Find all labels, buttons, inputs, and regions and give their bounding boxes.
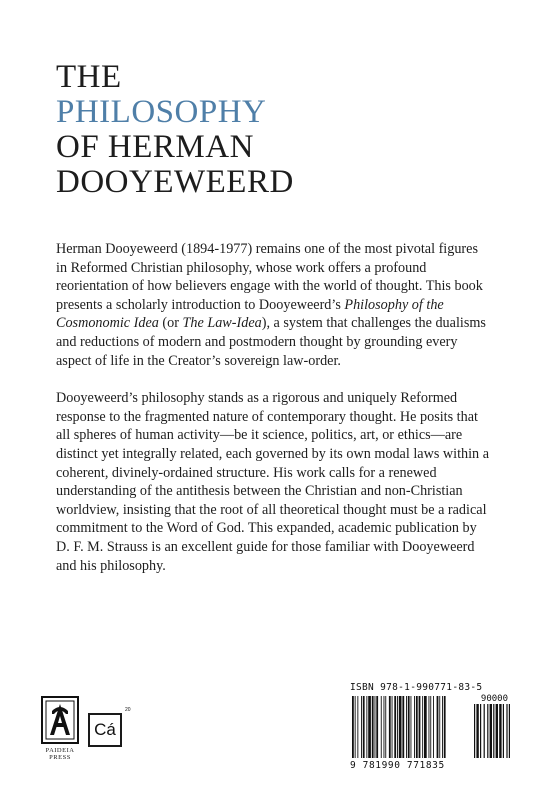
barcode-bar (416, 696, 418, 758)
title-line-1: THE (56, 59, 122, 95)
paideia-label-line-1: PAIDEIA (45, 747, 75, 754)
p1-italic-title: Philosophy of the Cosmonomic Idea (56, 296, 444, 332)
barcode-bar (424, 696, 427, 758)
paideia-label-line-2: PRESS (49, 754, 71, 761)
barcode-bar (419, 696, 421, 758)
barcode-bar (381, 696, 382, 758)
title-line-4: DOOYEWEERD (56, 164, 294, 200)
paideia-press-label (36, 747, 84, 761)
p1-italic-alt-title: The Law-Idea (182, 315, 262, 332)
barcode-bar (363, 696, 365, 758)
p1-text-a: Herman Dooyeweerd (1894-1977) remains one of the most pivotal figures in Reformed Christian philosophy, whose work offers a profound reorientation of how believers engage with the world of thought. This book presents a scholarly introduction to Dooyeweerd’s (56, 241, 483, 313)
barcode-addon-bar (476, 704, 478, 758)
description-paragraph-1 (56, 240, 492, 370)
p1-text-c: ), a system that challenges the dualisms and reductions of modern and postmodern thought by grounding every aspect of life in the Creator’s sovereign law-order. (56, 315, 486, 369)
p1-text-b: (or (158, 315, 183, 332)
barcode-addon-bar (480, 704, 481, 758)
description-paragraph-2: Dooyeweerd’s philosophy stands as a rigorous and uniquely Reformed response to the fragmented nature of contemporary thought. He posits that all spheres of human activity—be it science, politics, art, or ethics—are distinct yet integrally related, each governed by its own modal laws within a coherent, divinely-ordained structure. His work calls for a renewed understanding of the antithesis between the Christian and non-Christian worldview, insisting that the root of all theoretical thought must be a radical commitment to the Word of God. This expanded, academic publication by D. F. M. Strauss is an excellent guide for those familiar with Dooyeweerd and his philosophy. (56, 390, 489, 574)
barcode-addon-bar (484, 704, 485, 758)
isbn-barcode (350, 682, 510, 774)
barcode-bar (355, 696, 356, 758)
barcode-addon-bar (499, 704, 501, 758)
barcode-bar (385, 696, 386, 758)
barcode-addon-bar (474, 704, 475, 758)
barcode-bar (429, 696, 430, 758)
barcode-bar (376, 696, 378, 758)
barcode-bar (406, 696, 407, 758)
barcode-bars (350, 696, 510, 760)
barcode-bar (397, 696, 398, 758)
barcode-bar (402, 696, 404, 758)
barcode-bar (384, 696, 385, 758)
book-title (56, 60, 294, 200)
barcode-addon-bar (496, 704, 498, 758)
barcode-bar (352, 696, 354, 758)
barcode-bar (361, 696, 362, 758)
barcode-addon-bar (503, 704, 504, 758)
barcode-bar (442, 696, 443, 758)
isbn-label: ISBN 978-1-990771-83-5 (350, 682, 483, 693)
barcode-bar (375, 696, 376, 758)
title-line-3: OF HERMAN (56, 129, 254, 165)
barcode-bar (399, 696, 402, 758)
barcode-bar (411, 696, 412, 758)
barcode-bar (368, 696, 371, 758)
barcode-bar (433, 696, 434, 758)
barcode-addon-bar (487, 704, 488, 758)
barcode-addon-bar (490, 704, 492, 758)
publisher-logos (40, 695, 180, 775)
barcode-bar (414, 696, 415, 758)
barcode-bar (389, 696, 391, 758)
back-cover-description (56, 240, 492, 594)
ca-logo-superscript: 20 (125, 707, 131, 713)
barcode-bar (444, 696, 446, 758)
barcode-bar (372, 696, 374, 758)
ca-logo: Cá (88, 713, 122, 747)
barcode-bar (439, 696, 440, 758)
barcode-addon-bar (509, 704, 510, 758)
barcode-bar (357, 696, 358, 758)
barcode-bar (366, 696, 367, 758)
barcode-bar (392, 696, 393, 758)
barcode-addon-number: 90000 (480, 694, 508, 704)
barcode-addon-bar (493, 704, 494, 758)
barcode-bar (430, 696, 431, 758)
barcode-bar (422, 696, 423, 758)
barcode-digits: 9 781990 771835 (350, 760, 445, 771)
barcode-addon-bar (506, 704, 507, 758)
barcode-bar (394, 696, 396, 758)
title-line-2: PHILOSOPHY (56, 94, 267, 130)
barcode-bar (437, 696, 439, 758)
barcode-bar (408, 696, 410, 758)
